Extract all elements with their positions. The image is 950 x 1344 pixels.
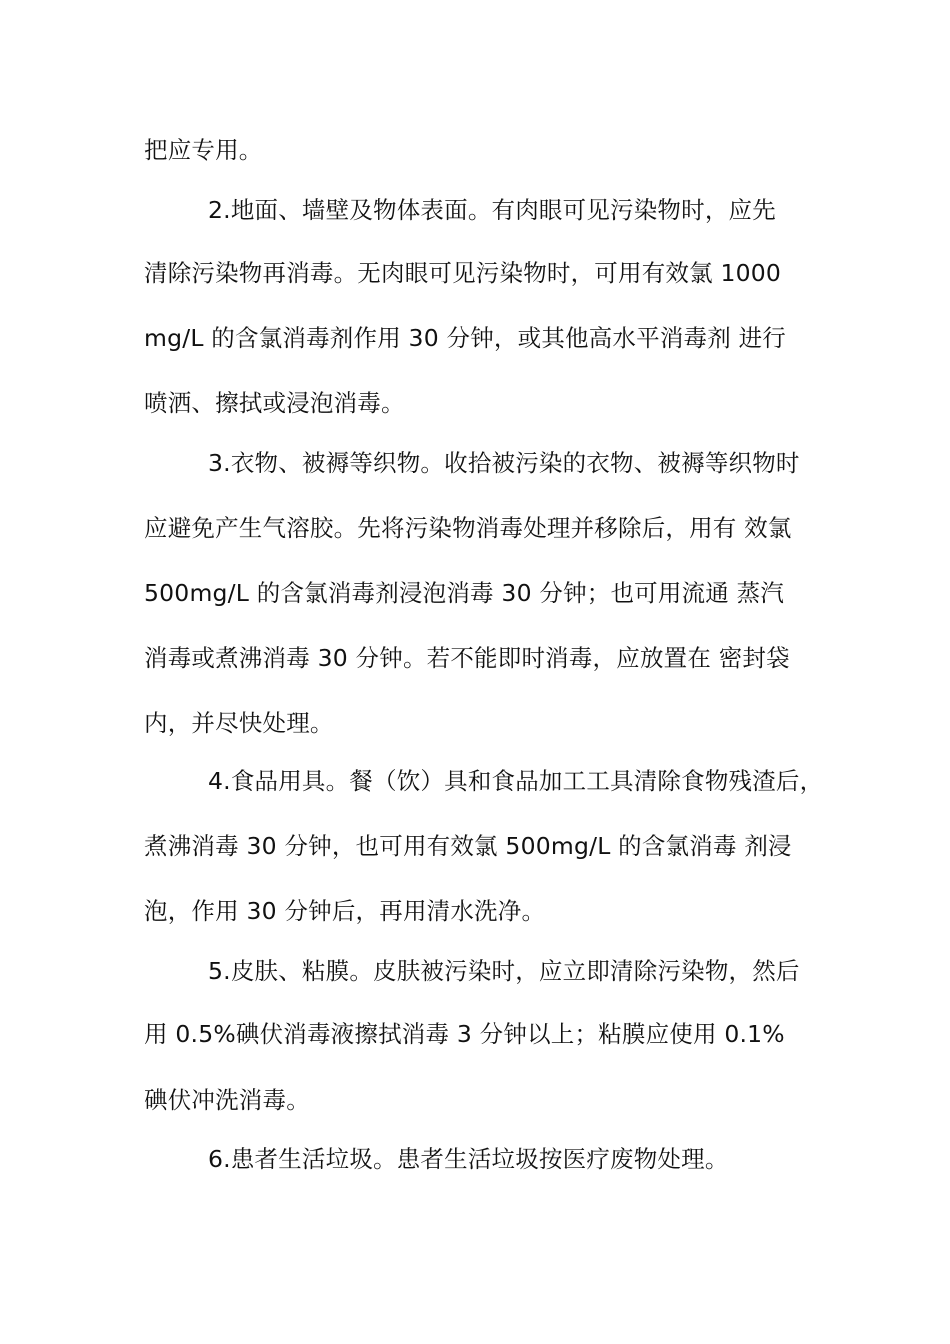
text-line: 碘伏冲洗消毒。 — [144, 1086, 310, 1114]
paragraph-heading-4: 4.食品用具。餐（饮）具和食品加工工具清除食物残渣后， — [208, 767, 824, 795]
text-line: 清除污染物再消毒。无肉眼可见污染物时，可用有效氯 1000 — [144, 259, 782, 287]
text-line: 泡，作用 30 分钟后，再用清水洗净。 — [144, 897, 546, 925]
paragraph-heading-6: 6.患者生活垃圾。患者生活垃圾按医疗废物处理。 — [208, 1145, 729, 1173]
paragraph-heading-5: 5.皮肤、粘膜。皮肤被污染时，应立即清除污染物，然后 — [208, 957, 800, 985]
paragraph-heading-2: 2.地面、墙壁及物体表面。有肉眼可见污染物时，应先 — [208, 196, 776, 224]
text-line: 用 0.5%碘伏消毒液擦拭消毒 3 分钟以上；粘膜应使用 0.1% — [144, 1020, 785, 1048]
text-line: mg/L 的含氯消毒剂作用 30 分钟，或其他高水平消毒剂 进行 — [144, 324, 787, 352]
text-line: 应避免产生气溶胶。先将污染物消毒处理并移除后，用有 效氯 — [144, 514, 792, 542]
text-line: 喷洒、擦拭或浸泡消毒。 — [144, 389, 405, 417]
text-line: 500mg/L 的含氯消毒剂浸泡消毒 30 分钟；也可用流通 蒸汽 — [144, 579, 785, 607]
text-line: 内，并尽快处理。 — [144, 709, 334, 737]
text-line: 消毒或煮沸消毒 30 分钟。若不能即时消毒，应放置在 密封袋 — [144, 644, 790, 672]
text-line: 煮沸消毒 30 分钟，也可用有效氯 500mg/L 的含氯消毒 剂浸 — [144, 832, 792, 860]
text-line: 把应专用。 — [144, 136, 263, 164]
paragraph-heading-3: 3.衣物、被褥等织物。收拾被污染的衣物、被褥等织物时 — [208, 449, 800, 477]
